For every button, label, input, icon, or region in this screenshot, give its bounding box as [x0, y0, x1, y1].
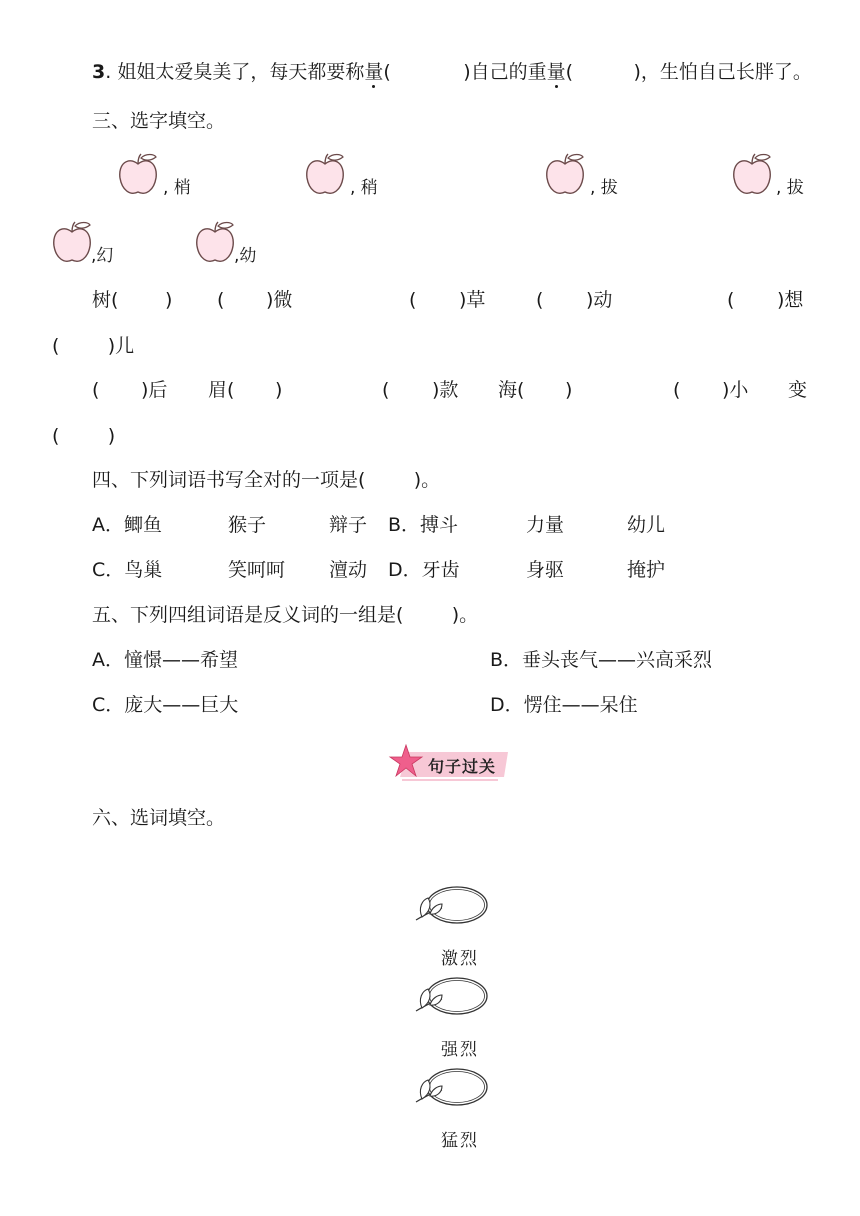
section-3-title: 三、选字填空。: [92, 110, 226, 132]
question-text-c: ( )，生怕自己长胖了。: [565, 61, 812, 83]
fill-item: )小: [722, 379, 749, 401]
option-word: 辩子: [329, 514, 368, 536]
option-word: B．搏斗: [388, 514, 459, 536]
fill-item: (: [727, 289, 735, 311]
option-word: 掩护: [627, 559, 666, 581]
dotted-char: 量: [546, 61, 566, 83]
option-word: 力量: [526, 514, 565, 536]
word-label: 激烈: [441, 949, 479, 969]
leaf-oval-icon: [412, 975, 490, 1021]
question-number: 3: [92, 61, 106, 83]
apple-char: , 拔: [776, 178, 804, 198]
apple-icon: [303, 152, 347, 198]
question-3: [92, 63, 812, 82]
banner-label: 句子过关: [428, 757, 497, 776]
fill-item: )草: [459, 289, 486, 311]
apple-char: , 梢: [163, 178, 191, 198]
fill-item: (: [673, 379, 681, 401]
apple-char: ,幻: [91, 246, 114, 266]
option-word: 身驱: [526, 559, 565, 581]
section-4-title: 四、下列词语书写全对的一项是( )。: [92, 469, 441, 491]
fill-item: )动: [586, 289, 613, 311]
apple-char: , 拔: [590, 178, 618, 198]
fill-item: ): [565, 379, 573, 401]
apple-icon: [730, 152, 774, 198]
leaf-oval-icon: [412, 884, 490, 930]
fill-item: (: [217, 289, 225, 311]
fill-item-wrap: ( )儿: [52, 335, 135, 357]
fill-item-wrap: ( ): [52, 425, 116, 447]
option-word: D．牙齿: [388, 559, 460, 581]
option-word: C．鸟巢: [92, 559, 163, 581]
apple-icon: [116, 152, 160, 198]
option-word: 幼儿: [627, 514, 666, 536]
option-word: 猴子: [228, 514, 267, 536]
word-label: 猛烈: [441, 1131, 479, 1151]
fill-item: )微: [266, 289, 293, 311]
fill-item: )款: [432, 379, 459, 401]
fill-item: 树(: [92, 289, 119, 311]
apple-char: ,幼: [234, 246, 257, 266]
option-d: D．愣住——呆住: [490, 694, 638, 716]
option-word: 笑呵呵: [228, 559, 286, 581]
question-text-a: . 姐姐太爱臭美了，每天都要称: [105, 61, 365, 83]
option-a: A．憧憬——希望: [92, 649, 238, 671]
fill-item: (: [409, 289, 417, 311]
question-text-b: ( )自己的重: [383, 61, 547, 83]
option-word: 澶动: [329, 559, 368, 581]
apple-icon: [193, 220, 237, 266]
leaf-oval-icon: [412, 1066, 490, 1112]
fill-item: 眉(: [208, 379, 235, 401]
fill-item: )后: [141, 379, 168, 401]
fill-item: (: [536, 289, 544, 311]
dotted-char: 量: [364, 61, 384, 83]
apple-char: , 稍: [350, 178, 378, 198]
apple-icon: [50, 220, 94, 266]
option-word: A．鲫鱼: [92, 514, 162, 536]
fill-item: ): [275, 379, 283, 401]
fill-item: 变: [788, 379, 808, 401]
option-b: B．垂头丧气——兴高采烈: [490, 649, 713, 671]
fill-item: )想: [777, 289, 804, 311]
option-c: C．庞大——巨大: [92, 694, 239, 716]
apple-icon: [543, 152, 587, 198]
fill-item: (: [382, 379, 390, 401]
fill-item: 海(: [498, 379, 525, 401]
fill-item: ): [165, 289, 173, 311]
fill-item: (: [92, 379, 100, 401]
section-6-title: 六、选词填空。: [92, 807, 226, 829]
word-label: 强烈: [441, 1040, 479, 1060]
section-5-title: 五、下列四组词语是反义词的一组是( )。: [92, 604, 479, 626]
